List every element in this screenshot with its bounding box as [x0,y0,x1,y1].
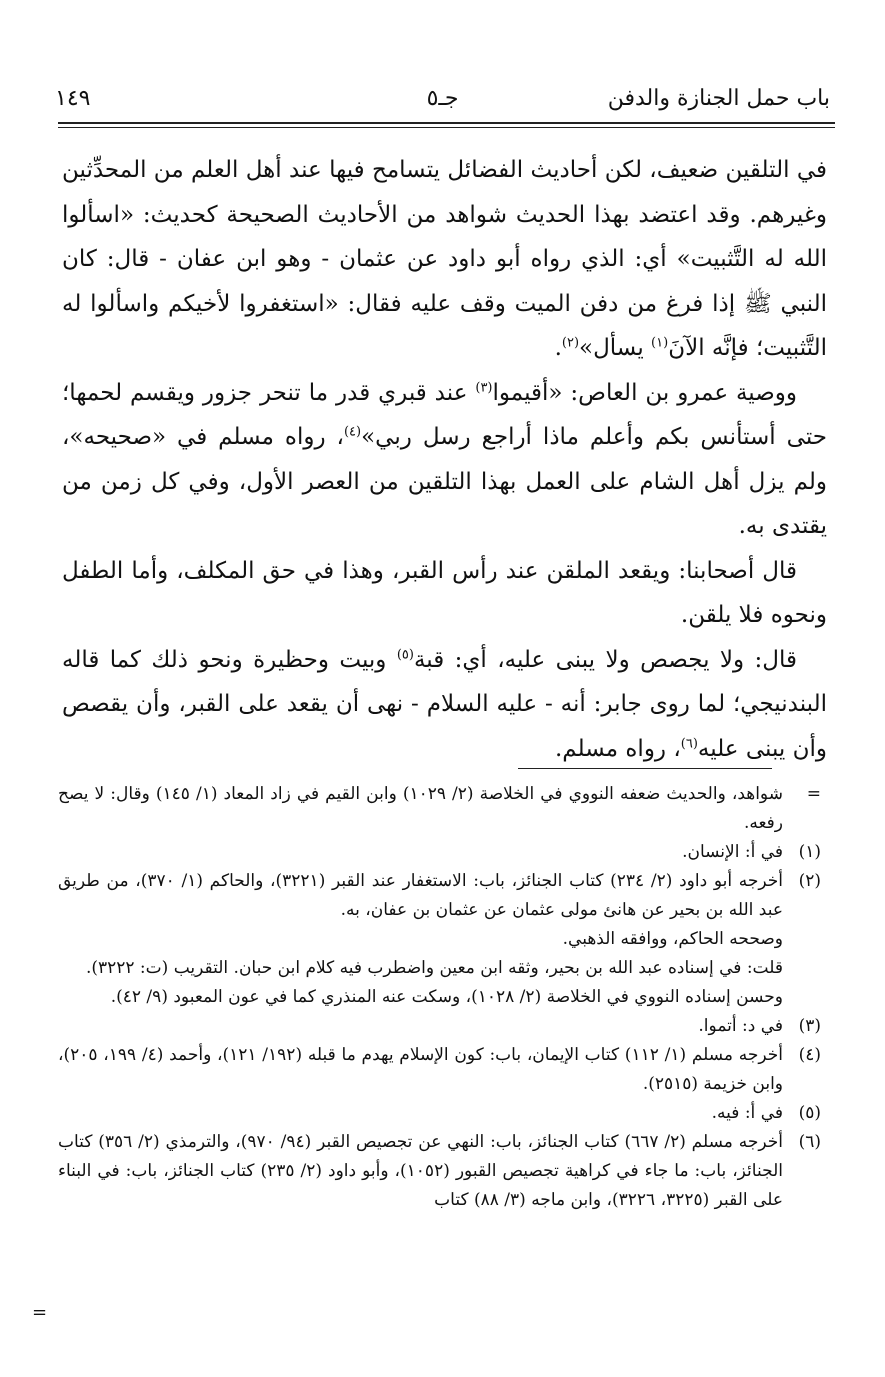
footnote-ref-4[interactable]: (٤) [343,424,362,440]
running-header [55,86,830,120]
footnote-text: في د: أتموا. [698,1016,783,1036]
footnote-text: أخرجه أبو داود (٢/ ٢٣٤) كتاب الجنائز، باب: الاستغفار عند القبر (٣٢٢١)، والحاكم (١/ ٣٧٠)، من طريق عبد الله بن بحير عن هانئ مولى عثمان عن عثمان بن عفان، به. [58,871,784,920]
footnote-text: شواهد، والحديث ضعفه النووي في الخلاصة (٢/ ١٠٢٩) وابن القيم في زاد المعاد (١/ ١٤٥) وقال: لا يصح رفعه. [58,784,783,833]
header-rule-thin [58,127,835,128]
footnote-text: أخرجه مسلم (١/ ١١٢) كتاب الإيمان، باب: كون الإسلام يهدم ما قبله (١٩٢/ ١٢١)، وأحمد (٤/ ١٩٩، ٢٠٥)، وابن خزيمة (٢٥١٥). [58,1045,784,1094]
footnote-ref-3[interactable]: (٣) [475,379,493,395]
footnote-marker: (٥) [798,1103,821,1123]
footnote-item [58,954,827,983]
footnote-item [58,925,827,954]
footnote-item [58,867,827,925]
chapter-title: باب حمل الجنازة والدفن [607,86,830,111]
footnote-text: قلت: في إسناده عبد الله بن بحير، وثقه ابن معين واضطرب فيه كلام ابن حبان. التقريب (ت: ٣٢٢٢). [85,958,783,978]
footnote-text: في أ: الإنسان. [682,842,783,862]
footnotes [58,780,827,1215]
paragraph-3: قال أصحابنا: ويقعد الملقن عند رأس القبر، وهذا في حق المكلف، وأما الطفل ونحوه فلا يلقن. [62,557,827,628]
footnote-marker: (٢) [798,871,821,891]
footnote-item [58,1012,827,1041]
footnote-ref-5[interactable]: (٥) [396,646,414,662]
footnote-marker: = [806,784,821,804]
footnote-item [58,983,827,1012]
footnote-item [58,838,827,867]
footnote-text: أخرجه مسلم (٢/ ٦٦٧) كتاب الجنائز، باب: النهي عن تجصيص القبر (٩٤/ ٩٧٠)، والترمذي (٢/ ٣٥٦) كتاب الجنائز، باب: ما جاء في كراهية تجصيص القبور (١٠٥٢)، وأبو داود (٢/ ٢٣٥) كتاب الجنائز، باب: في البناء على القبر (٣٢٢٥، ٣٢٢٦)، وابن ماجه (٣/ ٨٨) كتاب [58,1132,783,1210]
footnote-marker: (٣) [798,1016,821,1036]
footnote-item [58,1128,827,1215]
paragraph-4: قال: ولا يجصص ولا يبنى عليه، أي: قبة$^{(٥)}$ وبيت وحظيرة ونحو ذلك كما قاله البندنيجي؛ لما روى جابر: أنه - عليه السلام - نهى أن يقعد على القبر، وأن يقصص وأن يبنى عليه$^{(٦)}$، رواه مسلم. [62,646,827,762]
footnote-text: وصححه الحاكم، ووافقه الذهبي. [562,929,783,949]
paragraph-1: في التلقين ضعيف، لكن أحاديث الفضائل يتسامح فيها عند أهل العلم من المحدِّثين وغيرهم. وقد اعتضد بهذا الحديث شواهد من الأحاديث الصحيحة كحديث: «اسألوا الله له التَّثبيت» أي: الذي رواه أبو داود عن عثمان - وهو ابن عفان - قال: كان النبي ﷺ إذا فرغ من دفن الميت وقف عليه فقال: «استغفروا لأخيكم واسألوا له التَّثبيت؛ فإنَّه الآنَ$^{(١)}$ يسأل»$^{(٢)}$. [62,157,827,361]
footnote-text: وحسن إسناده النووي في الخلاصة (٢/ ١٠٢٨)، وسكت عنه المنذري كما في عون المعبود (٩/ ٤٢). [110,987,783,1007]
footnote-item [58,1099,827,1128]
footnote-ref-1[interactable]: (١) [651,335,669,351]
footnote-ref-6[interactable]: (٦) [680,735,698,751]
footnote-text: في أ: فيه. [711,1103,783,1123]
footnote-marker: (٦) [798,1132,821,1152]
volume-label: جـ٥ [426,86,459,111]
page-number: ١٤٩ [55,86,91,111]
paragraph-2: ووصية عمرو بن العاص: «أقيموا$^{(٣)}$ عند قبري قدر ما تنحر جزور ويقسم لحمها؛ حتى أستأنس بكم وأعلم ماذا أراجع رسل ربي»$^{(٤)}$، رواه مسلم في «صحيحه»، ولم يزل أهل الشام على العمل بهذا التلقين من العصر الأول، وفي كل زمن من يقتدى به. [62,379,827,539]
main-text [62,148,827,771]
header-rule-thick [58,122,835,124]
continuation-mark: = [32,1302,48,1323]
footnote-marker: (١) [798,842,821,862]
footnote-marker: (٤) [798,1045,821,1065]
footnote-separator [518,768,772,769]
footnote-item [58,1041,827,1099]
footnote-item [58,780,827,838]
footnote-ref-2[interactable]: (٢) [561,335,580,351]
